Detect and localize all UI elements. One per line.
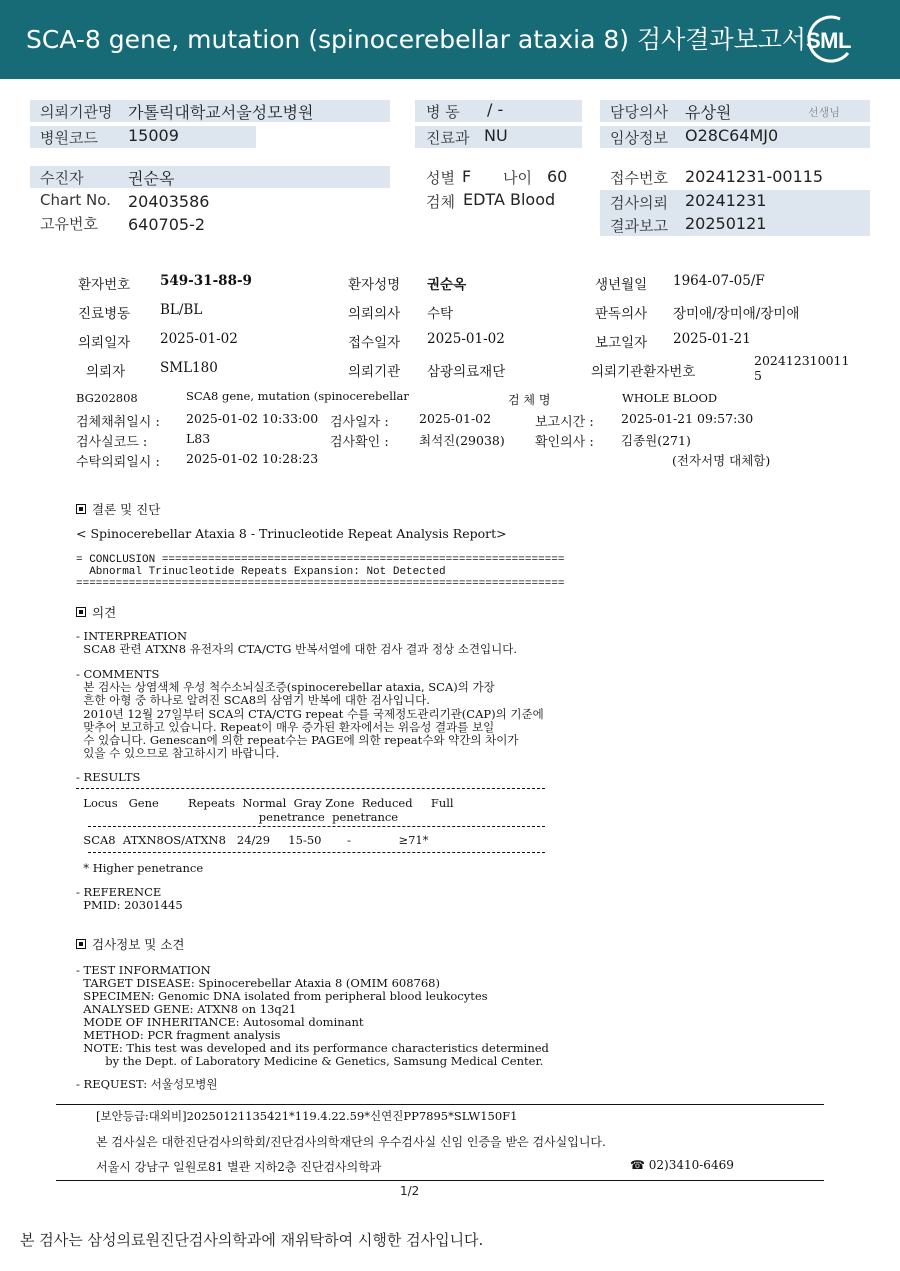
scan-r1-l1: 환자번호 xyxy=(78,277,131,293)
request-label: 검사의뢰 xyxy=(610,194,668,212)
scan-r2-l1: 진료병동 xyxy=(78,306,131,322)
doctor-label: 담당의사 xyxy=(610,103,668,121)
consign-value: 2025-01-02 10:28:23 xyxy=(186,451,319,466)
sex-value: F xyxy=(462,167,472,186)
report-subtitle: < Spinocerebellar Ataxia 8 - Trinucleotide Repeat Analysis Report> xyxy=(76,526,507,541)
scan-r4-v1: SML180 xyxy=(160,360,218,376)
clinical-label: 임상정보 xyxy=(610,129,668,147)
scan-r3-l3: 보고일자 xyxy=(595,335,648,351)
section-square-icon xyxy=(76,504,86,514)
scan-r4-l2: 의뢰기관 xyxy=(348,364,401,380)
ward-value: / - xyxy=(487,100,504,119)
specimen-name-value: WHOLE BLOOD xyxy=(622,391,718,405)
reporttime-value: 2025-01-21 09:57:30 xyxy=(621,411,754,426)
labcode-value: L83 xyxy=(186,431,211,446)
test-name: SCA8 gene, mutation (spinocerebellar xyxy=(186,389,409,403)
results-rule-top xyxy=(76,788,545,789)
scan-r2-v2: 수탁 xyxy=(427,306,454,322)
footnote: 본 검사는 삼성의료원진단검사의학과에 재위탁하여 시행한 검사입니다. xyxy=(20,1231,484,1249)
scan-r1-v2: 권순옥 xyxy=(427,277,467,293)
scan-r1-l3: 생년월일 xyxy=(595,277,648,293)
interpretation-block: - INTERPREATION SCA8 관련 ATXN8 유전자의 CTA/CTG 반복서열에 대한 검사 결과 정상 소견입니다. xyxy=(76,629,518,656)
cert-line: 본 검사실은 대한진단검사의학회/진단검사의학재단의 우수검사실 신임 인증을 받은 검사실입니다. xyxy=(96,1135,606,1149)
footer-rule-bottom xyxy=(56,1180,824,1181)
results-header-1: Locus Gene Repeats Normal Gray Zone Reduced Full xyxy=(76,796,454,810)
scan-r4-v3a: 202412310011 xyxy=(754,353,850,368)
report-header xyxy=(0,0,900,79)
report-label: 결과보고 xyxy=(610,217,668,235)
confirm-doctor-label: 확인의사 : xyxy=(535,435,594,450)
receipt-value: 20241231-00115 xyxy=(685,167,824,186)
patient-value: 권순옥 xyxy=(128,169,175,188)
age-label: 나이 xyxy=(503,169,532,187)
esign-note: (전자서명 대체함) xyxy=(672,453,771,468)
scan-r1-v3: 1964-07-05/F xyxy=(673,273,765,289)
doctor-suffix: 선생님 xyxy=(808,106,840,119)
code-label: 병원코드 xyxy=(40,129,98,147)
conclusion-block: = CONCLUSION ============================================================= Abnormal Trinucleotide Repeats Expansion: Not Detected ========================================================================== xyxy=(76,554,565,590)
results-note: * Higher penetrance xyxy=(76,861,204,875)
request-block: - REQUEST: 서울성모병원 xyxy=(76,1077,218,1091)
section-opinion-label: 의견 xyxy=(92,605,117,620)
comments-block: - COMMENTS 본 검사는 상염색체 우성 척수소뇌실조증(spinocerebellar ataxia, SCA)의 가장 흔한 아형 중 하나로 알려진 SCA8의 삼염기 반복에 대한 검사입니다. 2010년 12월 27일부터 SCA의 CTA/CTG repeat 수를 국제정도관리기관(CAP)의 기준에 맞추어 보고하고 있습니다. Repeat이 매우 증가된 환자에서는 위음성 결과를 보일 수 있습니다. Genescan에 의한 repeat수는 PAGE에 의한 repeat수와 약간의 차이가 있을 수 있으므로 참고하시기 바랍니다. xyxy=(76,667,544,761)
id-value: 640705-2 xyxy=(128,215,206,234)
scan-r4-l1: 의뢰자 xyxy=(86,364,126,380)
ward-label: 병 동 xyxy=(426,103,460,121)
code-value: 15009 xyxy=(128,126,179,145)
results-row: SCA8 ATXN8OS/ATXN8 24/29 15-50 - ≥71* xyxy=(76,833,429,847)
scan-r4-v2: 삼광의료재단 xyxy=(427,364,506,380)
request-value: 20241231 xyxy=(685,191,767,210)
collect-value: 2025-01-02 10:33:00 xyxy=(186,411,319,426)
scan-r2-l2: 의뢰의사 xyxy=(348,306,401,322)
specimen-label: 검체 xyxy=(426,193,455,211)
inst-label: 의뢰기관명 xyxy=(40,103,113,121)
results-rule-bottom xyxy=(88,852,545,853)
clinical-value: O28C64MJ0 xyxy=(685,126,779,145)
scan-r2-l3: 판독의사 xyxy=(595,306,648,322)
section-opinion xyxy=(76,603,116,621)
scan-r3-v1: 2025-01-02 xyxy=(160,331,238,347)
scan-r4-l3: 의뢰기관환자번호 xyxy=(591,364,696,380)
section-testinfo xyxy=(76,935,184,953)
scan-r1-v1: 549-31-88-9 xyxy=(160,273,252,289)
page-number: 1/2 xyxy=(400,1184,420,1198)
reporttime-label: 보고시간 : xyxy=(535,415,594,430)
reference-block: - REFERENCE PMID: 20301445 xyxy=(76,885,183,912)
report-title: SCA-8 gene, mutation (spinocerebellar ataxia 8) 검사결과보고서 xyxy=(26,25,807,54)
testinfo-block: - TEST INFORMATION TARGET DISEASE: Spinocerebellar Ataxia 8 (OMIM 608768) SPECIMEN: Genomic DNA isolated from peripheral blood leukocytes ANALYSED GENE: ATXN8 on 13q21 MODE OF INHERITANCE: Autosomal dominant METHOD: PCR fragment analysis NOTE: This test was developed and its performance characteristics determined by the Dept. of Laboratory Medicine & Genetics, Samsung Medical Center. xyxy=(76,963,549,1068)
footer-rule-top xyxy=(56,1104,824,1105)
section-square-icon xyxy=(76,607,86,617)
id-label: 고유번호 xyxy=(40,215,98,233)
scan-r3-v2: 2025-01-02 xyxy=(427,331,505,347)
collect-label: 검체채취일시 : xyxy=(76,415,160,430)
results-label: - RESULTS xyxy=(76,770,141,784)
scan-r1-l2: 환자성명 xyxy=(348,277,401,293)
scan-r2-v1: BL/BL xyxy=(160,302,203,318)
scan-r3-l1: 의뢰일자 xyxy=(78,335,131,351)
results-header-2: penetrance penetrance xyxy=(76,810,399,824)
address-line: 서울시 강남구 일원로81 별관 지하2층 진단검사의학과 xyxy=(96,1160,382,1174)
labcode-label: 검사실코드 : xyxy=(76,435,148,450)
consign-label: 수탁의뢰일시 : xyxy=(76,455,160,470)
security-line: [보안등급:대외비]20250121135421*119.4.22.59*신연진PP7895*SLW150F1 xyxy=(96,1109,518,1123)
age-value: 60 xyxy=(547,167,568,186)
logo-text: SML xyxy=(806,28,851,53)
dept-value: NU xyxy=(484,126,508,145)
section-conclusion-label: 결론 및 진단 xyxy=(92,502,161,517)
verify-label: 검사확인 : xyxy=(330,435,389,450)
patient-label: 수진자 xyxy=(40,169,84,187)
sex-label: 성별 xyxy=(426,169,455,187)
scan-r4-v3b: 5 xyxy=(754,368,762,383)
results-rule-mid xyxy=(88,826,545,827)
section-square-icon xyxy=(76,939,86,949)
dept-label: 진료과 xyxy=(426,129,470,147)
testdate-value: 2025-01-02 xyxy=(419,411,492,426)
section-conclusion xyxy=(76,500,160,518)
testdate-label: 검사일자 : xyxy=(330,415,389,430)
phone-line: ☎ 02)3410-6469 xyxy=(630,1158,734,1172)
inst-value: 가톨릭대학교서울성모병원 xyxy=(128,103,314,122)
specimen-value: EDTA Blood xyxy=(463,190,556,209)
chart-value: 20403586 xyxy=(128,192,210,211)
verify-value: 최석진(29038) xyxy=(419,433,505,448)
test-code: BG202808 xyxy=(76,391,138,405)
section-testinfo-label: 검사정보 및 소견 xyxy=(92,937,185,952)
patient-bar xyxy=(30,166,390,188)
specimen-name-label: 검 체 명 xyxy=(508,393,551,407)
receipt-label: 접수번호 xyxy=(610,169,668,187)
sml-logo xyxy=(800,13,856,65)
confirm-doctor-value: 김종원(271) xyxy=(621,433,691,448)
scan-r3-v3: 2025-01-21 xyxy=(673,331,751,347)
scan-r3-l2: 접수일자 xyxy=(348,335,401,351)
chart-label: Chart No. xyxy=(40,191,111,209)
report-value: 20250121 xyxy=(685,214,767,233)
scan-r2-v3: 장미애/장미애/장미애 xyxy=(673,306,800,322)
doctor-value: 유상원 xyxy=(685,103,732,122)
